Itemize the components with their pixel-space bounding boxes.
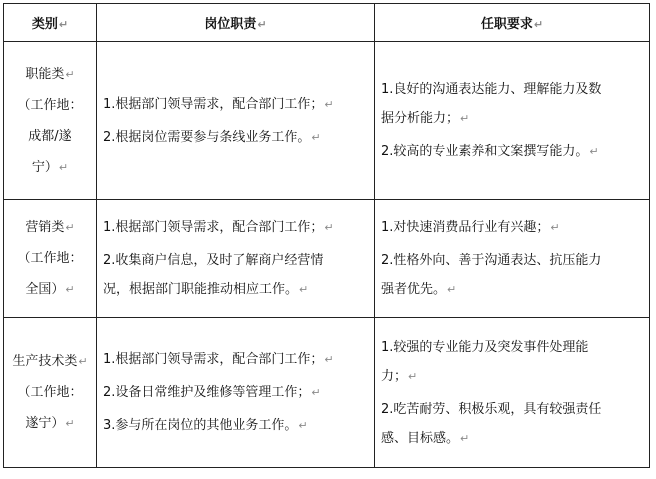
job-table <box>3 3 650 468</box>
requirement-cell <box>375 318 650 468</box>
duty-cell <box>97 318 375 468</box>
duty-item: 2.收集商户信息，及时了解商户经营情 况，根据部门职能推动相应工作。↵ <box>103 253 324 297</box>
duty-item: 1.根据部门领导需求，配合部门工作；↵ <box>103 96 334 112</box>
category-cell <box>4 200 97 318</box>
header-row <box>4 4 650 42</box>
header-category: 类别↵ <box>4 4 97 42</box>
requirement-item: 2.吃苦耐劳、积极乐观，具有较强责任 感、目标感。↵ <box>381 401 602 446</box>
requirement-item: 2.较高的专业素养和文案撰写能力。↵ <box>381 144 599 159</box>
category-line: 全国）↵ <box>25 282 75 297</box>
category-line: （工作地： <box>17 97 83 113</box>
category-line: 成都/遂 <box>28 128 72 144</box>
category-line: 职能类↵ <box>25 66 75 82</box>
duty-cell <box>97 200 375 318</box>
duty-item: 1.根据部门领导需求，配合部门工作；↵ <box>103 220 334 235</box>
requirement-item: 1.对快速消费品行业有兴趣；↵ <box>381 220 560 235</box>
requirement-item: 2.性格外向、善于沟通表达、抗压能力 强者优先。↵ <box>381 253 602 297</box>
duty-item: 1.根据部门领导需求，配合部门工作；↵ <box>103 352 334 367</box>
category-cell <box>4 318 97 468</box>
duty-cell <box>97 42 375 200</box>
duty-item: 3.参与所在岗位的其他业务工作。↵ <box>103 418 308 433</box>
category-cell <box>4 42 97 200</box>
category-line: （工作地： <box>17 385 83 400</box>
category-line: 营销类↵ <box>25 220 75 235</box>
header-requirement: 任职要求↵ <box>375 4 650 42</box>
requirement-item: 1.良好的沟通表达能力、理解能力及数 据分析能力；↵ <box>381 82 602 126</box>
requirement-cell <box>375 200 650 318</box>
category-line: 生产技术类↵ <box>12 354 88 369</box>
duty-item: 2.设备日常维护及维修等管理工作；↵ <box>103 385 321 400</box>
category-line: 遂宁）↵ <box>25 416 75 431</box>
header-duty: 岗位职责↵ <box>97 4 375 42</box>
table-row <box>4 318 650 468</box>
table-row <box>4 42 650 200</box>
duty-item: 2.根据岗位需要参与条线业务工作。↵ <box>103 129 321 145</box>
category-line: （工作地： <box>17 251 83 266</box>
category-line: 宁）↵ <box>31 159 69 175</box>
requirement-item: 1.较强的专业能力及突发事件处理能 力；↵ <box>381 339 589 384</box>
requirement-cell <box>375 42 650 200</box>
table-row <box>4 200 650 318</box>
